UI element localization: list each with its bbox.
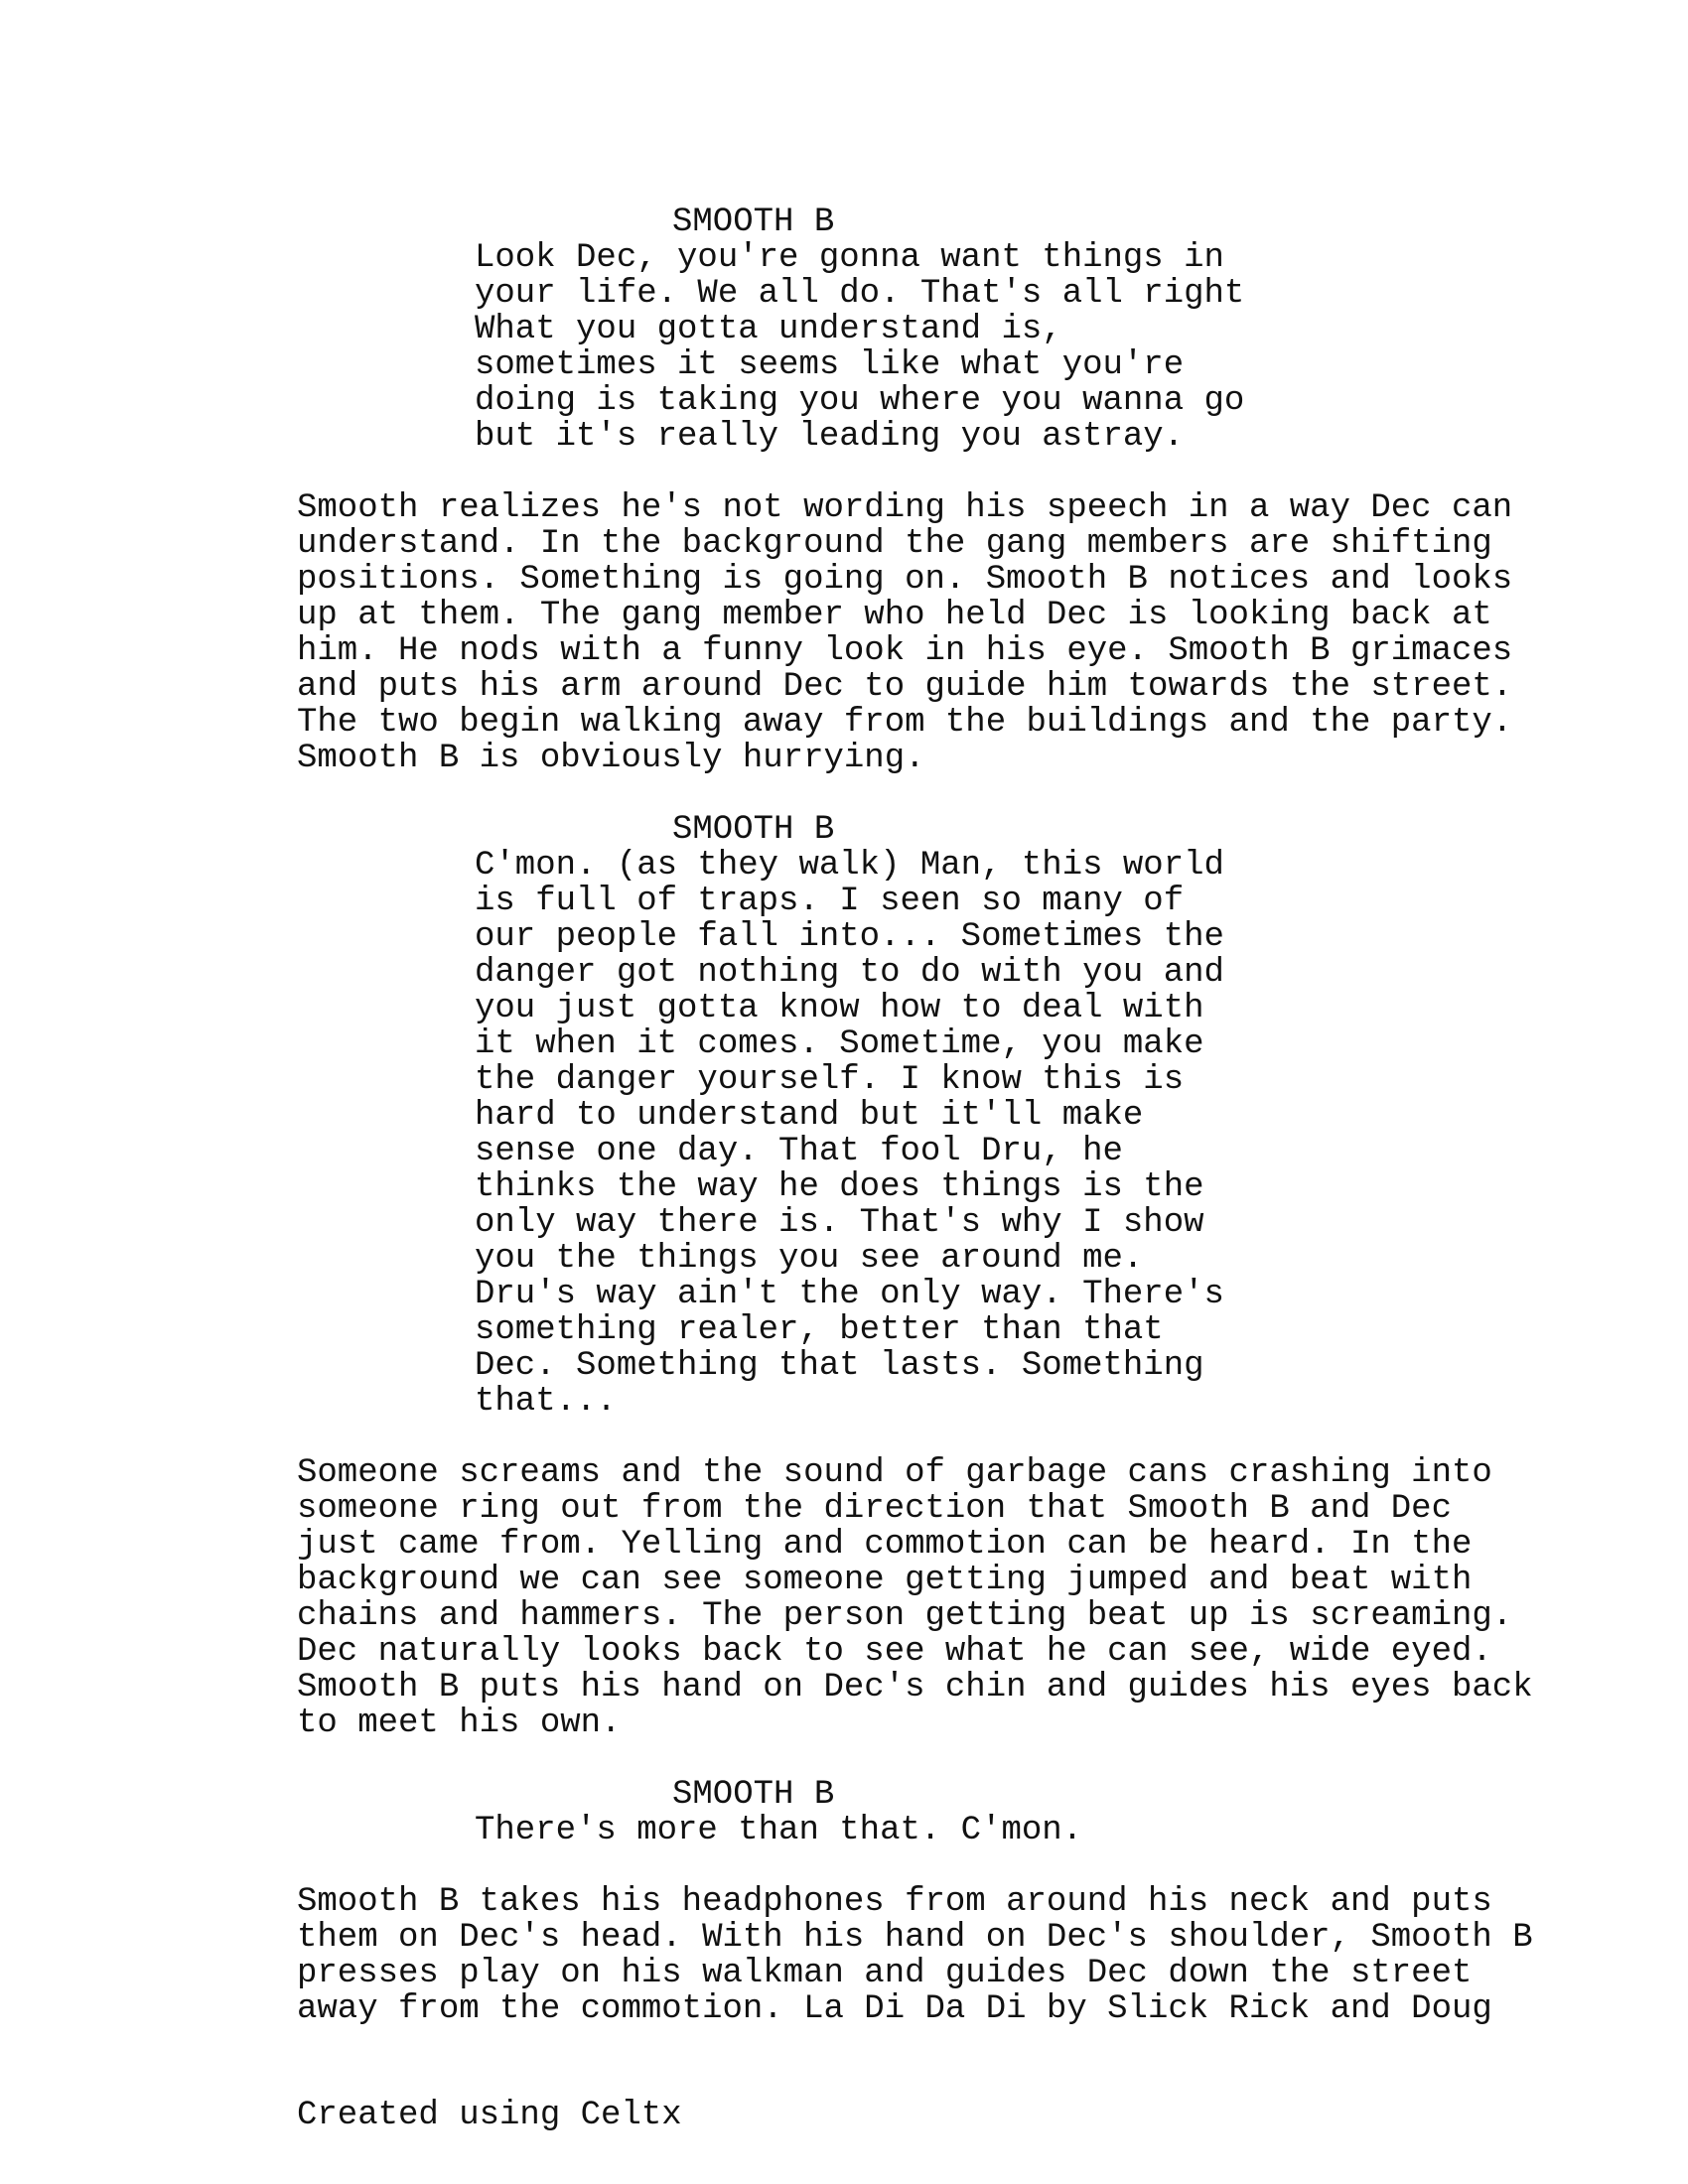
- action-line: Smooth realizes he's not wording his speech in a way Dec can: [297, 489, 1513, 527]
- dialogue-line: There's more than that. C'mon.: [475, 1812, 1083, 1849]
- action-line: background we can see someone getting jumped and beat with: [297, 1562, 1473, 1599]
- character-name: SMOOTH B: [672, 811, 835, 849]
- dialogue-line: your life. We all do. That's all right: [475, 275, 1245, 313]
- dialogue-line: Look Dec, you're gonna want things in: [475, 239, 1224, 277]
- dialogue-line: something realer, better than that: [475, 1311, 1164, 1349]
- dialogue-line: our people fall into... Sometimes the: [475, 918, 1224, 956]
- dialogue-line: doing is taking you where you wanna go: [475, 382, 1245, 420]
- dialogue-line: it when it comes. Sometime, you make: [475, 1025, 1204, 1063]
- dialogue-line: but it's really leading you astray.: [475, 418, 1185, 456]
- action-line: Smooth B is obviously hurrying.: [297, 740, 925, 777]
- dialogue-line: that...: [475, 1383, 617, 1421]
- action-line: and puts his arm around Dec to guide him towards the street.: [297, 668, 1513, 706]
- character-name: SMOOTH B: [672, 1776, 835, 1814]
- dialogue-line: C'mon. (as they walk) Man, this world: [475, 847, 1224, 885]
- action-line: just came from. Yelling and commotion can be heard. In the: [297, 1526, 1473, 1564]
- action-line: away from the commotion. La Di Da Di by Slick Rick and Doug: [297, 1990, 1492, 2028]
- dialogue-line: sense one day. That fool Dru, he: [475, 1133, 1123, 1170]
- dialogue-line: only way there is. That's why I show: [475, 1204, 1204, 1242]
- action-line: up at them. The gang member who held Dec is looking back at: [297, 597, 1492, 634]
- action-line: positions. Something is going on. Smooth B notices and looks: [297, 561, 1513, 599]
- footer-credit: Created using Celtx: [297, 2097, 682, 2134]
- action-line: someone ring out from the direction that Smooth B and Dec: [297, 1490, 1452, 1528]
- action-line: to meet his own.: [297, 1705, 622, 1742]
- action-line: Smooth B takes his headphones from around his neck and puts: [297, 1883, 1492, 1921]
- dialogue-line: Dec. Something that lasts. Something: [475, 1347, 1204, 1385]
- action-line: chains and hammers. The person getting beat up is screaming.: [297, 1597, 1513, 1635]
- action-line: Smooth B puts his hand on Dec's chin and guides his eyes back: [297, 1669, 1533, 1706]
- dialogue-line: you the things you see around me.: [475, 1240, 1144, 1278]
- dialogue-line: What you gotta understand is,: [475, 311, 1062, 348]
- action-line: understand. In the background the gang members are shifting: [297, 525, 1492, 563]
- character-name: SMOOTH B: [672, 204, 835, 241]
- dialogue-line: danger got nothing to do with you and: [475, 954, 1224, 992]
- action-line: them on Dec's head. With his hand on Dec's shoulder, Smooth B: [297, 1919, 1533, 1957]
- dialogue-line: Dru's way ain't the only way. There's: [475, 1276, 1224, 1313]
- dialogue-line: the danger yourself. I know this is: [475, 1061, 1185, 1099]
- action-line: Dec naturally looks back to see what he can see, wide eyed.: [297, 1633, 1492, 1671]
- dialogue-line: is full of traps. I seen so many of: [475, 883, 1185, 920]
- action-line: The two begin walking away from the buildings and the party.: [297, 704, 1513, 742]
- action-line: presses play on his walkman and guides Dec down the street: [297, 1955, 1473, 1992]
- dialogue-line: you just gotta know how to deal with: [475, 990, 1204, 1027]
- dialogue-line: thinks the way he does things is the: [475, 1168, 1204, 1206]
- dialogue-line: hard to understand but it'll make: [475, 1097, 1144, 1135]
- dialogue-line: sometimes it seems like what you're: [475, 346, 1185, 384]
- action-line: Someone screams and the sound of garbage cans crashing into: [297, 1454, 1492, 1492]
- action-line: him. He nods with a funny look in his eye. Smooth B grimaces: [297, 632, 1513, 670]
